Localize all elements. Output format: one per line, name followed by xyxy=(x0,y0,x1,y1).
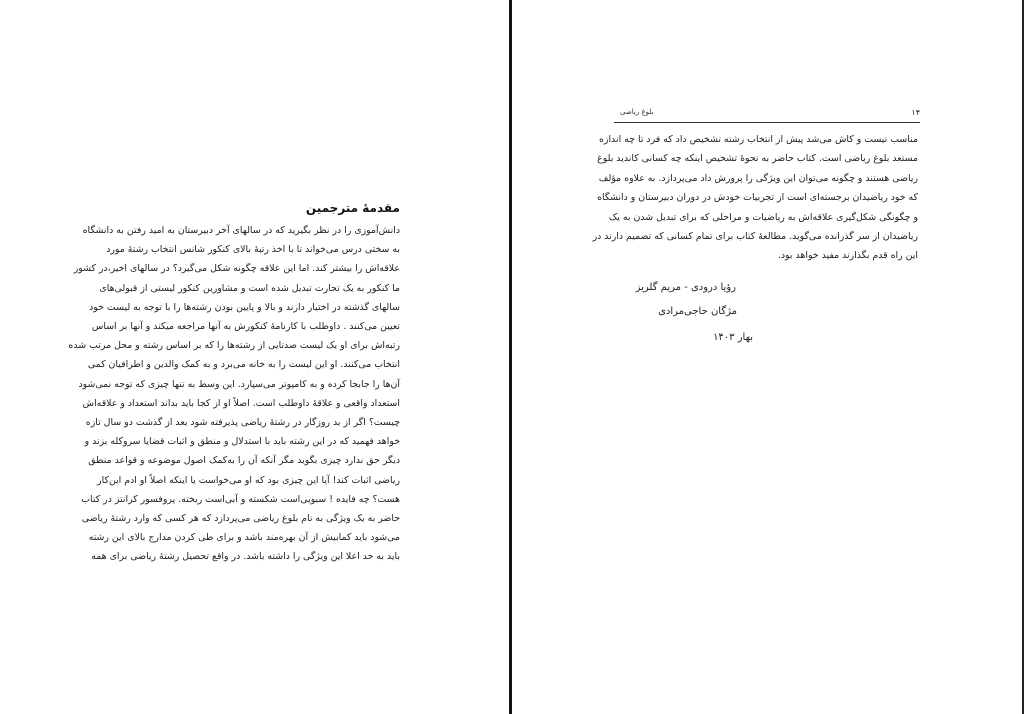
text-line: این راه قدم بگذارند مفید خواهد بود. xyxy=(777,250,918,262)
text-line: باید به حد اعلا این ویژگی را داشته باشد. در واقع تحصیل رشتهٔ ریاضی برای همه xyxy=(91,551,400,563)
text-line: انتخاب می‌کنند. او این لیست را به خانه می‌برد و به کمک والدین و اطرافیان کمی xyxy=(87,359,400,371)
text-line: خواهد فهمید که در این رشته باید با استدلال و منطق و اثبات قضایا سروکله بزند و xyxy=(84,436,400,448)
text-line: ما کنکور به یک تجارت تبدیل شده است و مشاورین کنکور لیستی از قبولی‌های xyxy=(99,282,400,294)
running-header xyxy=(614,108,920,123)
text-line: مناسب نیست و کاش می‌شد پیش از انتخاب رشته تشخیص داد که فرد تا چه اندازه xyxy=(599,134,918,145)
text-line: سالهای گذشته در اختیار دارند و بالا و پایین بودن رشته‌ها را با توجه به لیست خود xyxy=(89,301,400,313)
text-line: تعیین می‌کنند . داوطلب با کارنامهٔ کنکورش به آنها مراجعه میکند و آنها بر اساس xyxy=(91,321,400,333)
text-line: مستعد بلوغ ریاضی است. کتاب حاضر به نحوهٔ تشخیص اینکه چه کسانی کاندید بلوغ xyxy=(597,153,918,165)
text-line: ریاضیدان از سر گذرانده می‌گوید. مطالعهٔ کتاب برای تمام کسانی که تصمیم دارند در xyxy=(592,231,918,243)
text-line: که خود ریاضیدان برجسته‌ای است از تجربیات خودش در دوران دبیرستان و دانشگاه xyxy=(597,192,918,204)
text-line: هست؟ چه فایده ! سبویی‌است شکسته و آبی‌است ریخته. پروفسور کرانتز در کتاب xyxy=(81,493,400,505)
text-line: به سختی درس می‌خواند تا با اخذ رتبهٔ بالای کنکور شانس انتخاب رشتهٔ مورد xyxy=(106,244,400,256)
text-line: ریاضی هستند و چگونه می‌توان این ویژگی را پرورش داد می‌پردازد. به علاوه مؤلف xyxy=(598,172,918,184)
text-line: آن‌ها را جابجا کرده و به کامپوتر می‌سپارد. این وسط به تنها چیزی که توجه نمی‌شود xyxy=(78,378,400,390)
running-title: بلوغ ریاضی xyxy=(620,108,654,116)
text-line: دیگر حق ندارد چیزی بگوید مگر آنکه آن را به‌کمک اصول موضوعه و قواعد منطق xyxy=(88,455,400,467)
text-line: چیست؟ اگر از بد روزگار در رشتهٔ ریاضی پذیرفته شود بعد از گذشت دو سال تازه xyxy=(85,417,400,429)
translators-preface-heading: مقدمهٔ مترجمین xyxy=(305,201,400,215)
editor-name: مژگان حاجی‌مرادی xyxy=(658,306,737,317)
left-page xyxy=(0,0,509,714)
text-line: علاقه‌اش را بیشتر کند. اما این علاقه چگونه شکل می‌گیرد؟ در سالهای اخیر،در کشور xyxy=(73,263,400,275)
text-line: ریاضی اثبات کند! آیا این چیزی بود که او می‌خواست یا اینکه اصلاً او ادم این‌کار xyxy=(97,474,400,486)
publication-date: بهار ۱۴۰۳ xyxy=(713,332,753,343)
right-page-body xyxy=(592,130,918,266)
text-line: حاضر به یک ویژگی به نام بلوغ ریاضی می‌پردازد که هر کسی که وارد رشتهٔ ریاضی xyxy=(81,513,400,525)
left-page-body xyxy=(68,221,400,567)
text-line: دانش‌آموزی را در نظر بگیرید که در سالهای آخر دبیرستان به امید رفتن به دانشگاه xyxy=(82,225,400,236)
text-line: می‌شود باید کمابیش از آن بهره‌مند باشد و برای طی کردن مدارج بالای این رشته xyxy=(88,532,400,544)
page-number: ۱۴ xyxy=(911,108,920,117)
text-line: استعداد واقعی و علاقهٔ داوطلب است. اصلاً او از کجا باید بداند استعداد و علاقه‌اش xyxy=(82,397,400,409)
text-line: و چگونگی شکل‌گیری علاقه‌اش به ریاضیات و مراحلی که برای تبدیل شدن به یک xyxy=(608,211,918,223)
text-line: رتبه‌اش برای او یک لیست صدتایی از رشته‌ها را که بر اساس رشته و محل مرتب شده xyxy=(68,340,400,352)
translators-names: رؤیا درودی - مریم گلریز xyxy=(635,282,736,293)
